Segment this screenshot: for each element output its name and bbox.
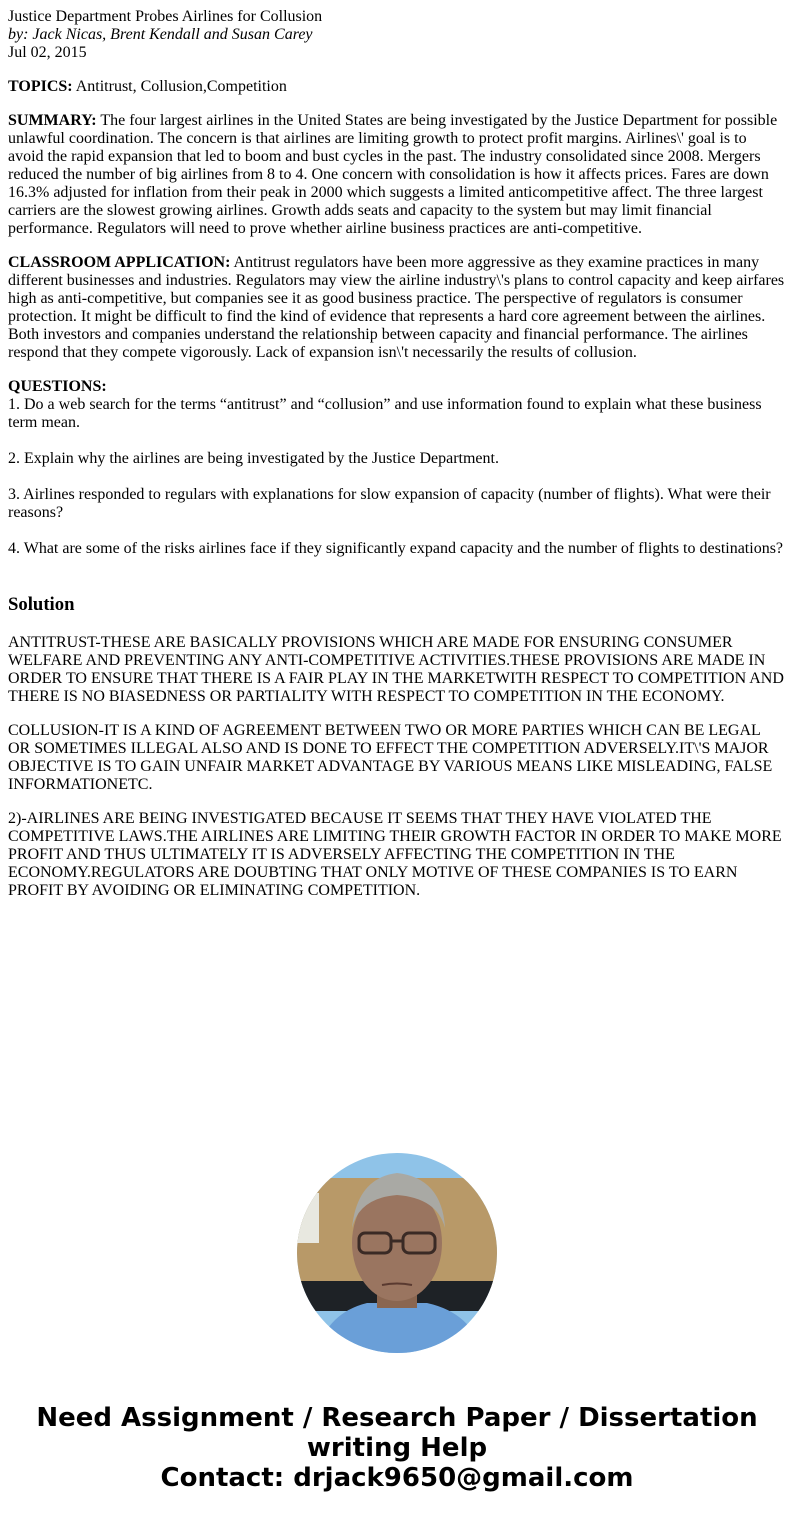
summary: SUMMARY: The four largest airlines in the United States are being investigated by the Justice Department for possible unlawful coordination. The concern is that airlines are limiting growth to protect profit margins. Airlines\' goal is to avoid the rapid expansion that led to boom and bust cycles in the past. The industry consolidated since 2008. Mergers reduced the number of big airlines from 8 to 4. One concern with consolidation is how it affects prices. Fares are down 16.3% adjusted for inflation from their peak in 2000 which suggests a limited anticompetitive affect. The three largest carriers are the slowest growing airlines. Growth adds seats and capacity to the system but may limit financial performance. Regulators will need to prove whether airline business practices are anti-competitive. <box>8 112 778 237</box>
solution-paragraph: COLLUSION-IT IS A KIND OF AGREEMENT BETWEEN TWO OR MORE PARTIES WHICH CAN BE LEGAL OR SOMETIMES ILLEGAL ALSO AND IS DONE TO EFFECT THE COMPETITION ADVERSELY.IT\'S MAJOR OBJECTIVE IS TO GAIN UNFAIR MARKET ADVANTAGE BY VARIOUS MEANS LIKE MISLEADING, FALSE INFORMATIONETC. <box>8 722 773 793</box>
classroom-application: CLASSROOM APPLICATION: Antitrust regulators have been more aggressive as they examine practices in many different businesses and industries. Regulators may view the airline industry\'s plans to control capacity and keep airfares high as anti-competitive, but companies see it as good business practice. The perspective of regulators is consumer protection. It might be difficult to find the kind of evidence that represents a hard core agreement between the airlines. Both investors and companies understand the relationship between capacity and financial performance. The airlines respond that they compete vigorously. Lack of expansion isn\'t necessarily the results of collusion. <box>8 254 785 361</box>
solution-paragraph: 2)-AIRLINES ARE BEING INVESTIGATED BECAUSE IT SEEMS THAT THEY HAVE VIOLATED THE COMPETITIVE LAWS.THE AIRLINES ARE LIMITING THEIR GROWTH FACTOR IN ORDER TO MAKE MORE PROFIT AND THUS ULTIMATELY IT IS ADVERSELY AFFECTING THE COMPETITION IN THE ECONOMY.REGULATORS ARE DOUBTING THAT ONLY MOTIVE OF THESE COMPANIES IS TO EARN PROFIT BY AVOIDING OR ELIMINATING COMPETITION. <box>8 810 782 899</box>
topics: TOPICS: Antitrust, Collusion,Competition <box>8 78 287 95</box>
solution-paragraph: ANTITRUST-THESE ARE BASICALLY PROVISIONS WHICH ARE MADE FOR ENSURING CONSUMER WELFARE AND PREVENTING ANY ANTI-COMPETITIVE ACTIVITIES.THESE PROVISIONS ARE MADE IN ORDER TO ENSURE THAT THERE IS A FAIR PLAY IN THE MARKETWITH RESPECT TO COMPETITION AND THERE IS NO BIASEDNESS OR PARTIALITY WITH RESPECT TO COMPETITION IN THE ECONOMY. <box>8 634 784 705</box>
article-title: Justice Department Probes Airlines for Collusion <box>8 8 323 25</box>
article-date: Jul 02, 2015 <box>8 44 87 61</box>
questions-label: QUESTIONS: <box>8 378 107 395</box>
question: 2. Explain why the airlines are being investigated by the Justice Department. <box>8 450 499 467</box>
promo-banner <box>0 1403 794 1493</box>
promo-text: Need Assignment / Research Paper / Dissertation writing Help <box>36 1403 758 1463</box>
author-avatar <box>297 1153 497 1353</box>
solution-heading: Solution <box>8 594 75 615</box>
promo-contact: Contact: drjack9650@gmail.com <box>160 1463 634 1493</box>
questions <box>8 378 786 558</box>
article-byline: by: Jack Nicas, Brent Kendall and Susan Carey <box>8 26 313 43</box>
question: 1. Do a web search for the terms “antitrust” and “collusion” and use information found to explain what these business term mean. <box>8 396 762 431</box>
question: 4. What are some of the risks airlines face if they significantly expand capacity and the number of flights to destinations? <box>8 540 784 557</box>
question: 3. Airlines responded to regulars with explanations for slow expansion of capacity (number of flights). What were their reasons? <box>8 486 771 521</box>
